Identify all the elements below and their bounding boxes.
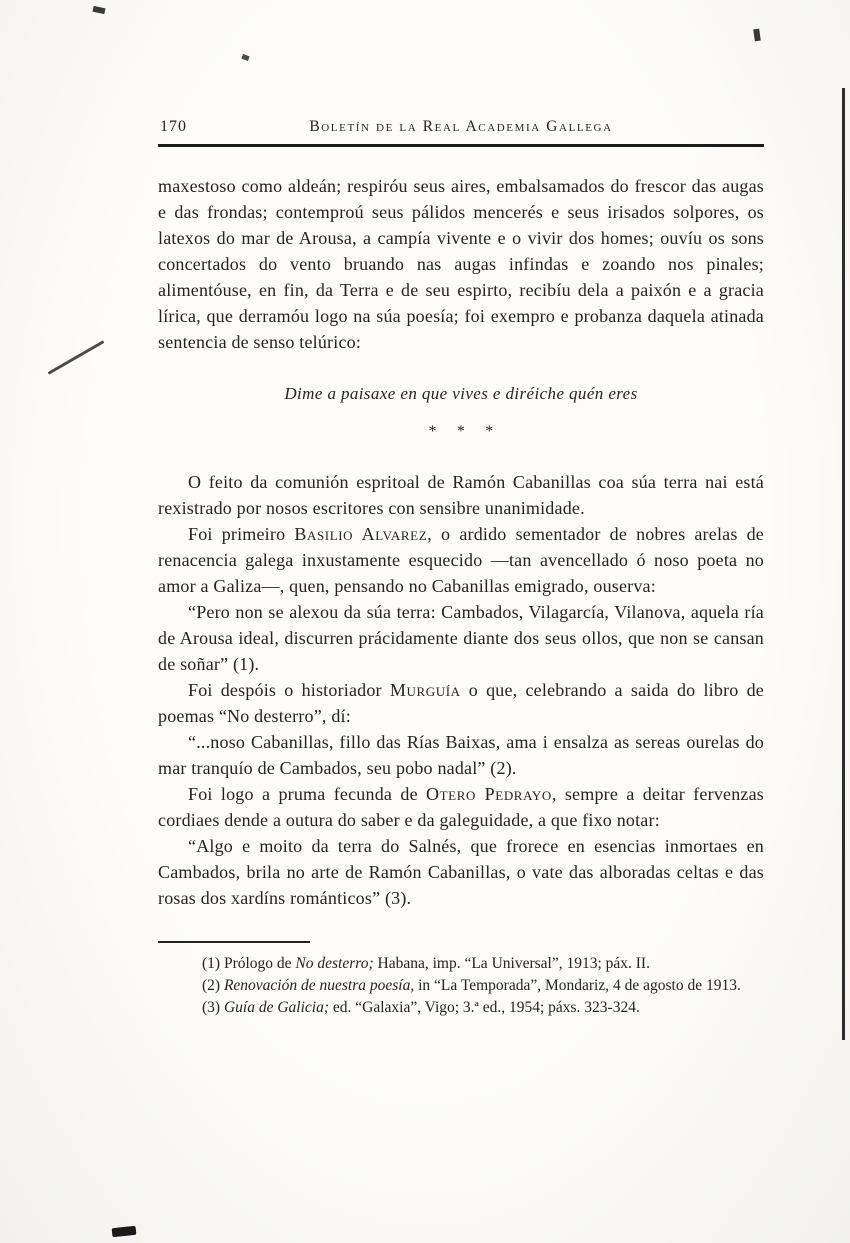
text-run-normal: Foi logo a pruma fecunda de: [188, 784, 427, 804]
text-run-normal: Habana, imp. “La Universal”, 1913; páx. II.: [373, 955, 650, 972]
scan-artifact-speck: [753, 29, 761, 42]
text-run-italic: No desterro;: [295, 955, 374, 972]
text-run-normal: (1) Prólogo de: [202, 955, 296, 972]
body-paragraph: [158, 677, 764, 729]
text-run-italic: Guía de Galicia;: [223, 999, 329, 1016]
page-content: [158, 116, 764, 1019]
footnote: [158, 953, 764, 975]
scan-artifact-speck: [93, 6, 106, 14]
body-paragraph: [158, 521, 764, 599]
asterisk-separator: * * *: [428, 423, 494, 440]
page-number: 170: [160, 118, 187, 135]
text-run-normal: (2): [202, 977, 224, 994]
text-run-normal: “...noso Cabanillas, fillo das Rías Baixas, ama i ensalza as sereas ourelas do mar tranquío de Cambados, seu pobo nadal” (2).: [158, 732, 764, 778]
text-run-normal: in “La Temporada”, Mondariz, 4 de agosto de 1913.: [414, 977, 741, 994]
running-title: Boletín de la Real Academia Gallega: [309, 118, 613, 135]
text-run-normal: (3): [202, 999, 224, 1016]
text-run-normal: ed. “Galaxia”, Vigo; 3.ª ed., 1954; páxs. 323-324.: [329, 999, 640, 1016]
body-paragraph: [158, 469, 764, 521]
page-header: [158, 116, 764, 138]
epigraph: Dime a paisaxe en que vives e diréiche quén eres: [284, 384, 638, 403]
body-paragraph: [158, 781, 764, 833]
opening-paragraph: maxestoso como aldeán; respiróu seus aires, embalsamados do frescor das augas e das frondas; contemproú seus pálidos mencerés e seus irisados solpores, os latexos do mar de Arousa, a campía vivente e o vivir dos homes; ouvíu os sons concertados do vento bruando nas augas infindas e zoando nos pinales; alimentóuse, en fin, da Terra e de seu espirto, recibíu dela a paixón e a gracia lírica, que derramóu logo na súa poesía; foi exempro e probanza daquela atinada sentencia de senso telúrico:: [158, 176, 764, 352]
header-rule: [158, 144, 764, 147]
scan-artifact-speck: [241, 54, 249, 61]
text-run-normal: “Algo e moito da terra do Salnés, que frorece en esencias inmortaes en Cambados, brila no arte de Ramón Cabanillas, o vate das alboradas celtas e das rosas dos xardíns románticos” (3).: [158, 836, 764, 908]
body-paragraph: [158, 599, 764, 677]
text-run-smallcaps: Basilio Alvarez: [294, 524, 428, 544]
footnotes: [158, 953, 764, 1019]
body-paragraphs: [158, 469, 764, 911]
scan-artifact-slash-mark: [48, 340, 105, 375]
text-run-normal: , sempre a deitar fervenzas cordiaes dende a outura do saber e da galeguidade, a que fixo notar:: [158, 784, 764, 830]
text-run-normal: “Pero non se alexou da súa terra: Cambados, Vilagarcía, Vilanova, aquela ría de Arousa ideal, discurren prácidamente diante dos seus ollos, que non se cansan de soñar” (1).: [158, 602, 764, 674]
footnote: [158, 975, 764, 997]
scan-artifact-right-line: [842, 88, 845, 1040]
text-run-normal: , o ardido sementador de nobres arelas de renacencia galega inxustamente esquecido —tan avencellado ó noso poeta no amor a Galiza—, quen, pensando no Cabanillas emigrado, ouserva:: [158, 524, 765, 596]
footnote: [158, 997, 764, 1019]
text-run-smallcaps: Otero Pedrayo: [426, 784, 552, 804]
text-run-normal: Foi despóis o historiador: [188, 680, 390, 700]
text-run-italic: Renovación de nuestra poesía,: [223, 977, 415, 994]
scan-artifact-bottom-mark: [112, 1226, 137, 1237]
body-text: [158, 173, 764, 911]
text-run-normal: O feito da comunión espritoal de Ramón Cabanillas coa súa terra nai está rexistrado por nosos escritores con sensibre unanimidade.: [158, 472, 764, 518]
text-run-normal: o que, celebrando a saida do libro de poemas “No desterro”, dí:: [158, 680, 764, 726]
text-run-smallcaps: Murguía: [389, 680, 461, 700]
text-run-normal: Foi primeiro: [188, 524, 295, 544]
body-paragraph: [158, 833, 764, 911]
footnote-rule: [158, 941, 310, 943]
body-paragraph: [158, 729, 764, 781]
